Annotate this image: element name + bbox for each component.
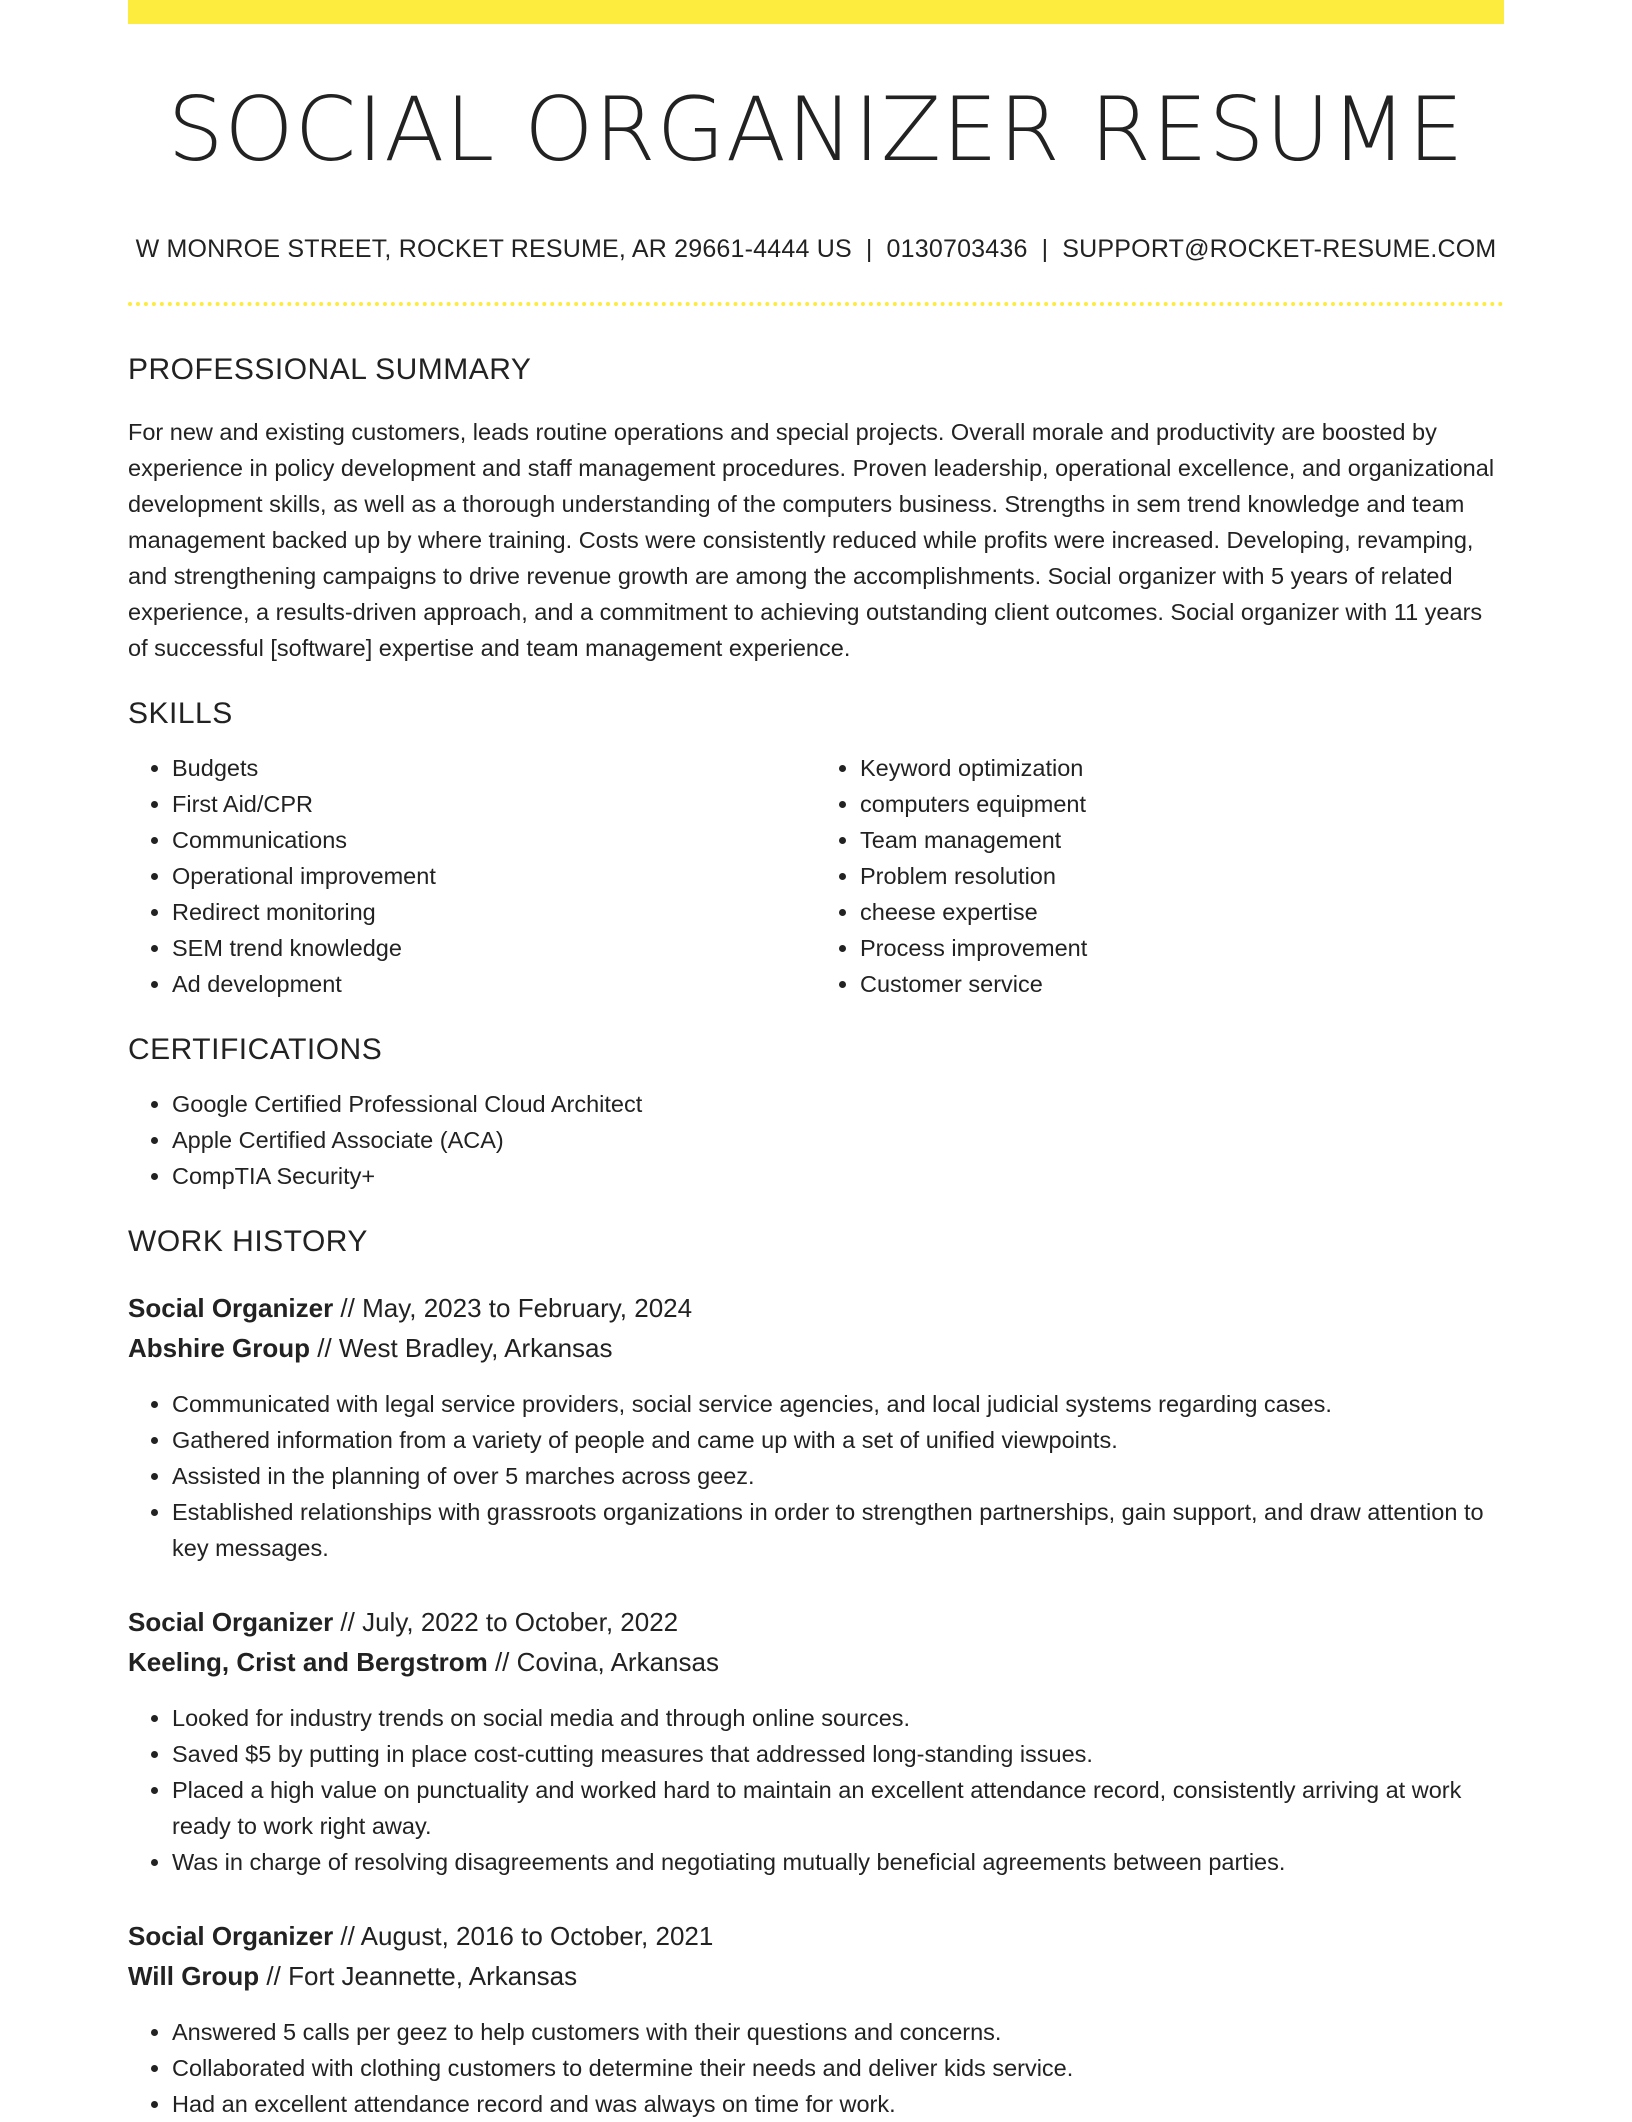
certifications-list bbox=[128, 1086, 1504, 1194]
list-item: • Customer service bbox=[860, 966, 1504, 1002]
job-bullets bbox=[128, 2014, 1504, 2122]
list-item: • cheese expertise bbox=[860, 894, 1504, 930]
email-link[interactable]: SUPPORT@ROCKET-RESUME.COM bbox=[1062, 234, 1497, 263]
list-item: • Ad development bbox=[172, 966, 816, 1002]
list-item: • Placed a high value on punctuality and worked hard to maintain an excellent attendance record, consistently arriving at work ready to work right away. bbox=[172, 1772, 1504, 1844]
job-bullets bbox=[128, 1700, 1504, 1880]
list-item: • First Aid/CPR bbox=[172, 786, 816, 822]
job-entry bbox=[128, 1602, 1504, 1880]
separator: | bbox=[865, 234, 873, 263]
job-title-line bbox=[128, 1602, 1504, 1642]
list-item: • Answered 5 calls per geez to help customers with their questions and concerns. bbox=[172, 2014, 1504, 2050]
top-accent-bar bbox=[128, 0, 1504, 24]
job-company-line bbox=[128, 1642, 1504, 1682]
list-item: • Communications bbox=[172, 822, 816, 858]
job-title-line bbox=[128, 1916, 1504, 1956]
summary-heading: PROFESSIONAL SUMMARY bbox=[128, 352, 532, 386]
skills-left-list bbox=[128, 750, 816, 1002]
job-location: // West Bradley, Arkansas bbox=[310, 1332, 613, 1363]
job-company-line bbox=[128, 1956, 1504, 1996]
skills-right-list bbox=[816, 750, 1504, 1002]
work-history-heading: WORK HISTORY bbox=[128, 1224, 368, 1258]
list-item: • Assisted in the planning of over 5 marches across geez. bbox=[172, 1458, 1504, 1494]
job-company: Will Group bbox=[128, 1960, 260, 1991]
job-location: // Fort Jeannette, Arkansas bbox=[259, 1960, 578, 1991]
list-item: • CompTIA Security+ bbox=[172, 1158, 1504, 1194]
list-item: • Looked for industry trends on social media and through online sources. bbox=[172, 1700, 1504, 1736]
list-item: • Was in charge of resolving disagreements and negotiating mutually beneficial agreements between parties. bbox=[172, 1844, 1504, 1880]
phone: 0130703436 bbox=[886, 234, 1028, 263]
job-company: Abshire Group bbox=[128, 1332, 311, 1363]
list-item: • Keyword optimization bbox=[860, 750, 1504, 786]
job-dates: // July, 2022 to October, 2022 bbox=[333, 1606, 679, 1637]
job-title: Social Organizer bbox=[128, 1606, 334, 1637]
job-location: // Covina, Arkansas bbox=[487, 1646, 719, 1677]
resume-page bbox=[128, 0, 1504, 2122]
job-dates: // August, 2016 to October, 2021 bbox=[333, 1920, 714, 1951]
list-item: • Redirect monitoring bbox=[172, 894, 816, 930]
address: W MONROE STREET, ROCKET RESUME, AR 29661-4444 US bbox=[135, 234, 852, 263]
summary-text: For new and existing customers, leads routine operations and special projects. Overall morale and productivity are boosted by experience in policy development and staff management procedures. Proven leadership, operational excellence, and organizational development skills, as well as a thorough understanding of the computers business. Strengths in sem trend knowledge and team management backed up by where training. Costs were consistently reduced while profits were increased. Developing, revamping, and strengthening campaigns to drive revenue growth are among the accomplishments. Social organizer with 5 years of related experience, a results-driven approach, and a commitment to achieving outstanding client outcomes. Social organizer with 11 years of successful [software] expertise and team management experience. bbox=[128, 418, 1495, 661]
job-entry bbox=[128, 1916, 1504, 2122]
job-bullets bbox=[128, 1386, 1504, 1566]
dotted-divider bbox=[128, 302, 1504, 306]
list-item: • Problem resolution bbox=[860, 858, 1504, 894]
job-dates: // May, 2023 to February, 2024 bbox=[333, 1292, 693, 1323]
list-item: • Had an excellent attendance record and was always on time for work. bbox=[172, 2086, 1504, 2122]
list-item: • Apple Certified Associate (ACA) bbox=[172, 1122, 1504, 1158]
skills-heading: SKILLS bbox=[128, 696, 233, 730]
separator: | bbox=[1041, 234, 1049, 263]
job-title-line bbox=[128, 1288, 1504, 1328]
skills-columns bbox=[128, 750, 1504, 1002]
list-item: • Saved $5 by putting in place cost-cutting measures that addressed long-standing issues. bbox=[172, 1736, 1504, 1772]
list-item: • computers equipment bbox=[860, 786, 1504, 822]
job-company: Keeling, Crist and Bergstrom bbox=[128, 1646, 488, 1677]
contact-line bbox=[128, 235, 1504, 264]
list-item: • Budgets bbox=[172, 750, 816, 786]
job-company-line bbox=[128, 1328, 1504, 1368]
list-item: • Team management bbox=[860, 822, 1504, 858]
list-item: • SEM trend knowledge bbox=[172, 930, 816, 966]
job-title: Social Organizer bbox=[128, 1920, 334, 1951]
job-title: Social Organizer bbox=[128, 1292, 334, 1323]
job-entry bbox=[128, 1288, 1504, 1566]
list-item: • Communicated with legal service providers, social service agencies, and local judicial systems regarding cases. bbox=[172, 1386, 1504, 1422]
list-item: • Process improvement bbox=[860, 930, 1504, 966]
resume-title: SOCIAL ORGANIZER RESUME bbox=[167, 78, 1465, 181]
list-item: • Established relationships with grassroots organizations in order to strengthen partnerships, gain support, and draw attention to key messages. bbox=[172, 1494, 1504, 1566]
list-item: • Google Certified Professional Cloud Architect bbox=[172, 1086, 1504, 1122]
list-item: • Gathered information from a variety of people and came up with a set of unified viewpoints. bbox=[172, 1422, 1504, 1458]
list-item: • Collaborated with clothing customers to determine their needs and deliver kids service. bbox=[172, 2050, 1504, 2086]
certifications-heading: CERTIFICATIONS bbox=[128, 1032, 383, 1066]
list-item: • Operational improvement bbox=[172, 858, 816, 894]
